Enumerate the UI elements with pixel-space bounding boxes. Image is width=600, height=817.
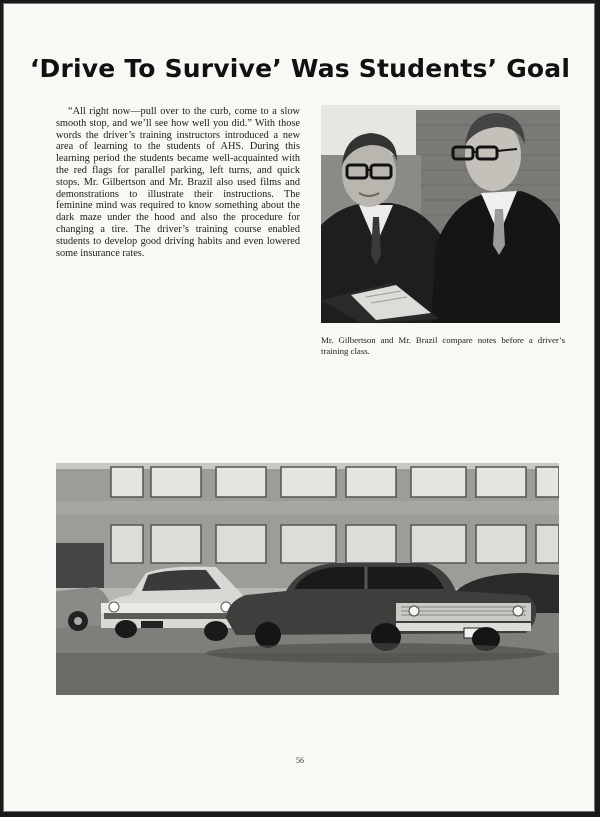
- article-body: “All right now—pull over to the curb, come to a slow smooth stop, and we’ll see how well you did.” With those words the driver’s training instructors introduced a new area of learning to the students of AHS. During this learning period the students became well-acquainted with the red flags for parallel parking, left turns, and quick stops. Mr. Gilbertson and Mr. Brazil also used films and demonstrations to illustrate their instructions. The feminine mind was required to know something about the dark maze under the hood and also the procedure for changing a tire. The driver’s training course enabled students to develop good driving habits and even lowered some insurance rates.: [56, 106, 300, 259]
- yearbook-page: [3, 3, 595, 812]
- instructors-photo: [321, 105, 560, 323]
- page-number: 56: [296, 756, 304, 765]
- photo-caption: Mr. Gilbertson and Mr. Brazil compare notes before a driver’s training class.: [321, 335, 565, 356]
- cars-photo: [56, 463, 559, 695]
- page-title: ‘Drive To Survive’ Was Students’ Goal: [29, 54, 571, 83]
